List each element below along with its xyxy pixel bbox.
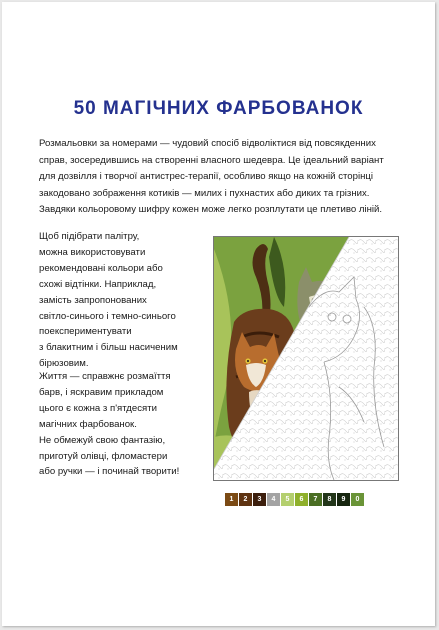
- palette-tip-paragraph: [39, 229, 199, 372]
- book-page: [2, 2, 435, 626]
- palette-swatch-9: 9: [337, 493, 350, 506]
- palette-swatch-8: 8: [323, 493, 336, 506]
- palette-swatch-2: 2: [239, 493, 252, 506]
- palette-swatch-7: 7: [309, 493, 322, 506]
- tip-line: рекомендовані кольори або: [39, 262, 163, 274]
- closing-line: Життя — справжнє розмаїття: [39, 371, 171, 382]
- closing-line: Не обмежуй свою фантазію,: [39, 434, 166, 446]
- page-title: 50 МАГІЧНИХ ФАРБОВАНОК: [73, 98, 364, 119]
- closing-paragraph: [39, 369, 199, 480]
- palette-swatch-0: 0: [351, 493, 364, 506]
- closing-line: барв, і яскравим прикладом: [39, 386, 164, 398]
- closing-line: або ручки — і починай творити!: [39, 466, 180, 478]
- palette-swatch-1: 1: [225, 493, 238, 506]
- tip-line: замість запропонованих: [39, 294, 147, 306]
- cats-coloring-artwork: [213, 236, 399, 481]
- intro-paragraph: [39, 136, 411, 219]
- tip-line: поекспериментувати: [39, 326, 132, 338]
- intro-line: для дозвілля і творчої антистрес-терапії, особливо якщо на кожній сторінці: [39, 171, 374, 182]
- front-cat-pupil: [264, 360, 266, 362]
- tip-line: можна використовувати: [39, 246, 146, 258]
- front-cat-pupil: [247, 360, 249, 362]
- palette-swatch-3: 3: [253, 493, 266, 506]
- palette-swatch-6: 6: [295, 493, 308, 506]
- tip-line: з блакитним і більш насиченим: [39, 342, 178, 354]
- closing-line: приготуй олівці, фломастери: [39, 450, 168, 462]
- tip-line: бірюзовим.: [39, 358, 89, 370]
- closing-line: магічних фарбованок.: [39, 418, 137, 430]
- tip-line: світло-синього і темно-синього: [39, 310, 176, 322]
- tip-line: Щоб підібрати палітру,: [39, 231, 140, 242]
- palette-swatch-5: 5: [281, 493, 294, 506]
- intro-line: Розмальовки за номерами — чудовий спосіб відволіктися від повсякденних: [39, 138, 376, 149]
- palette-swatch-4: 4: [267, 493, 280, 506]
- intro-line: справ, зосередившись на створенні власного шедевра. Це ідеальний варіант: [39, 154, 384, 166]
- cats-illustration: [214, 237, 398, 480]
- intro-line: закодовано зображення котиків — милих і пухнастих або диких та грізних.: [39, 187, 370, 199]
- color-key-palette: [225, 493, 364, 506]
- tip-line: схожі відтінки. Наприклад,: [39, 278, 157, 290]
- intro-line: Завдяки кольоровому шифру кожен може легко розплутати це плетиво ліній.: [39, 204, 383, 215]
- closing-line: цього є кожна з п'ятдесяти: [39, 402, 157, 414]
